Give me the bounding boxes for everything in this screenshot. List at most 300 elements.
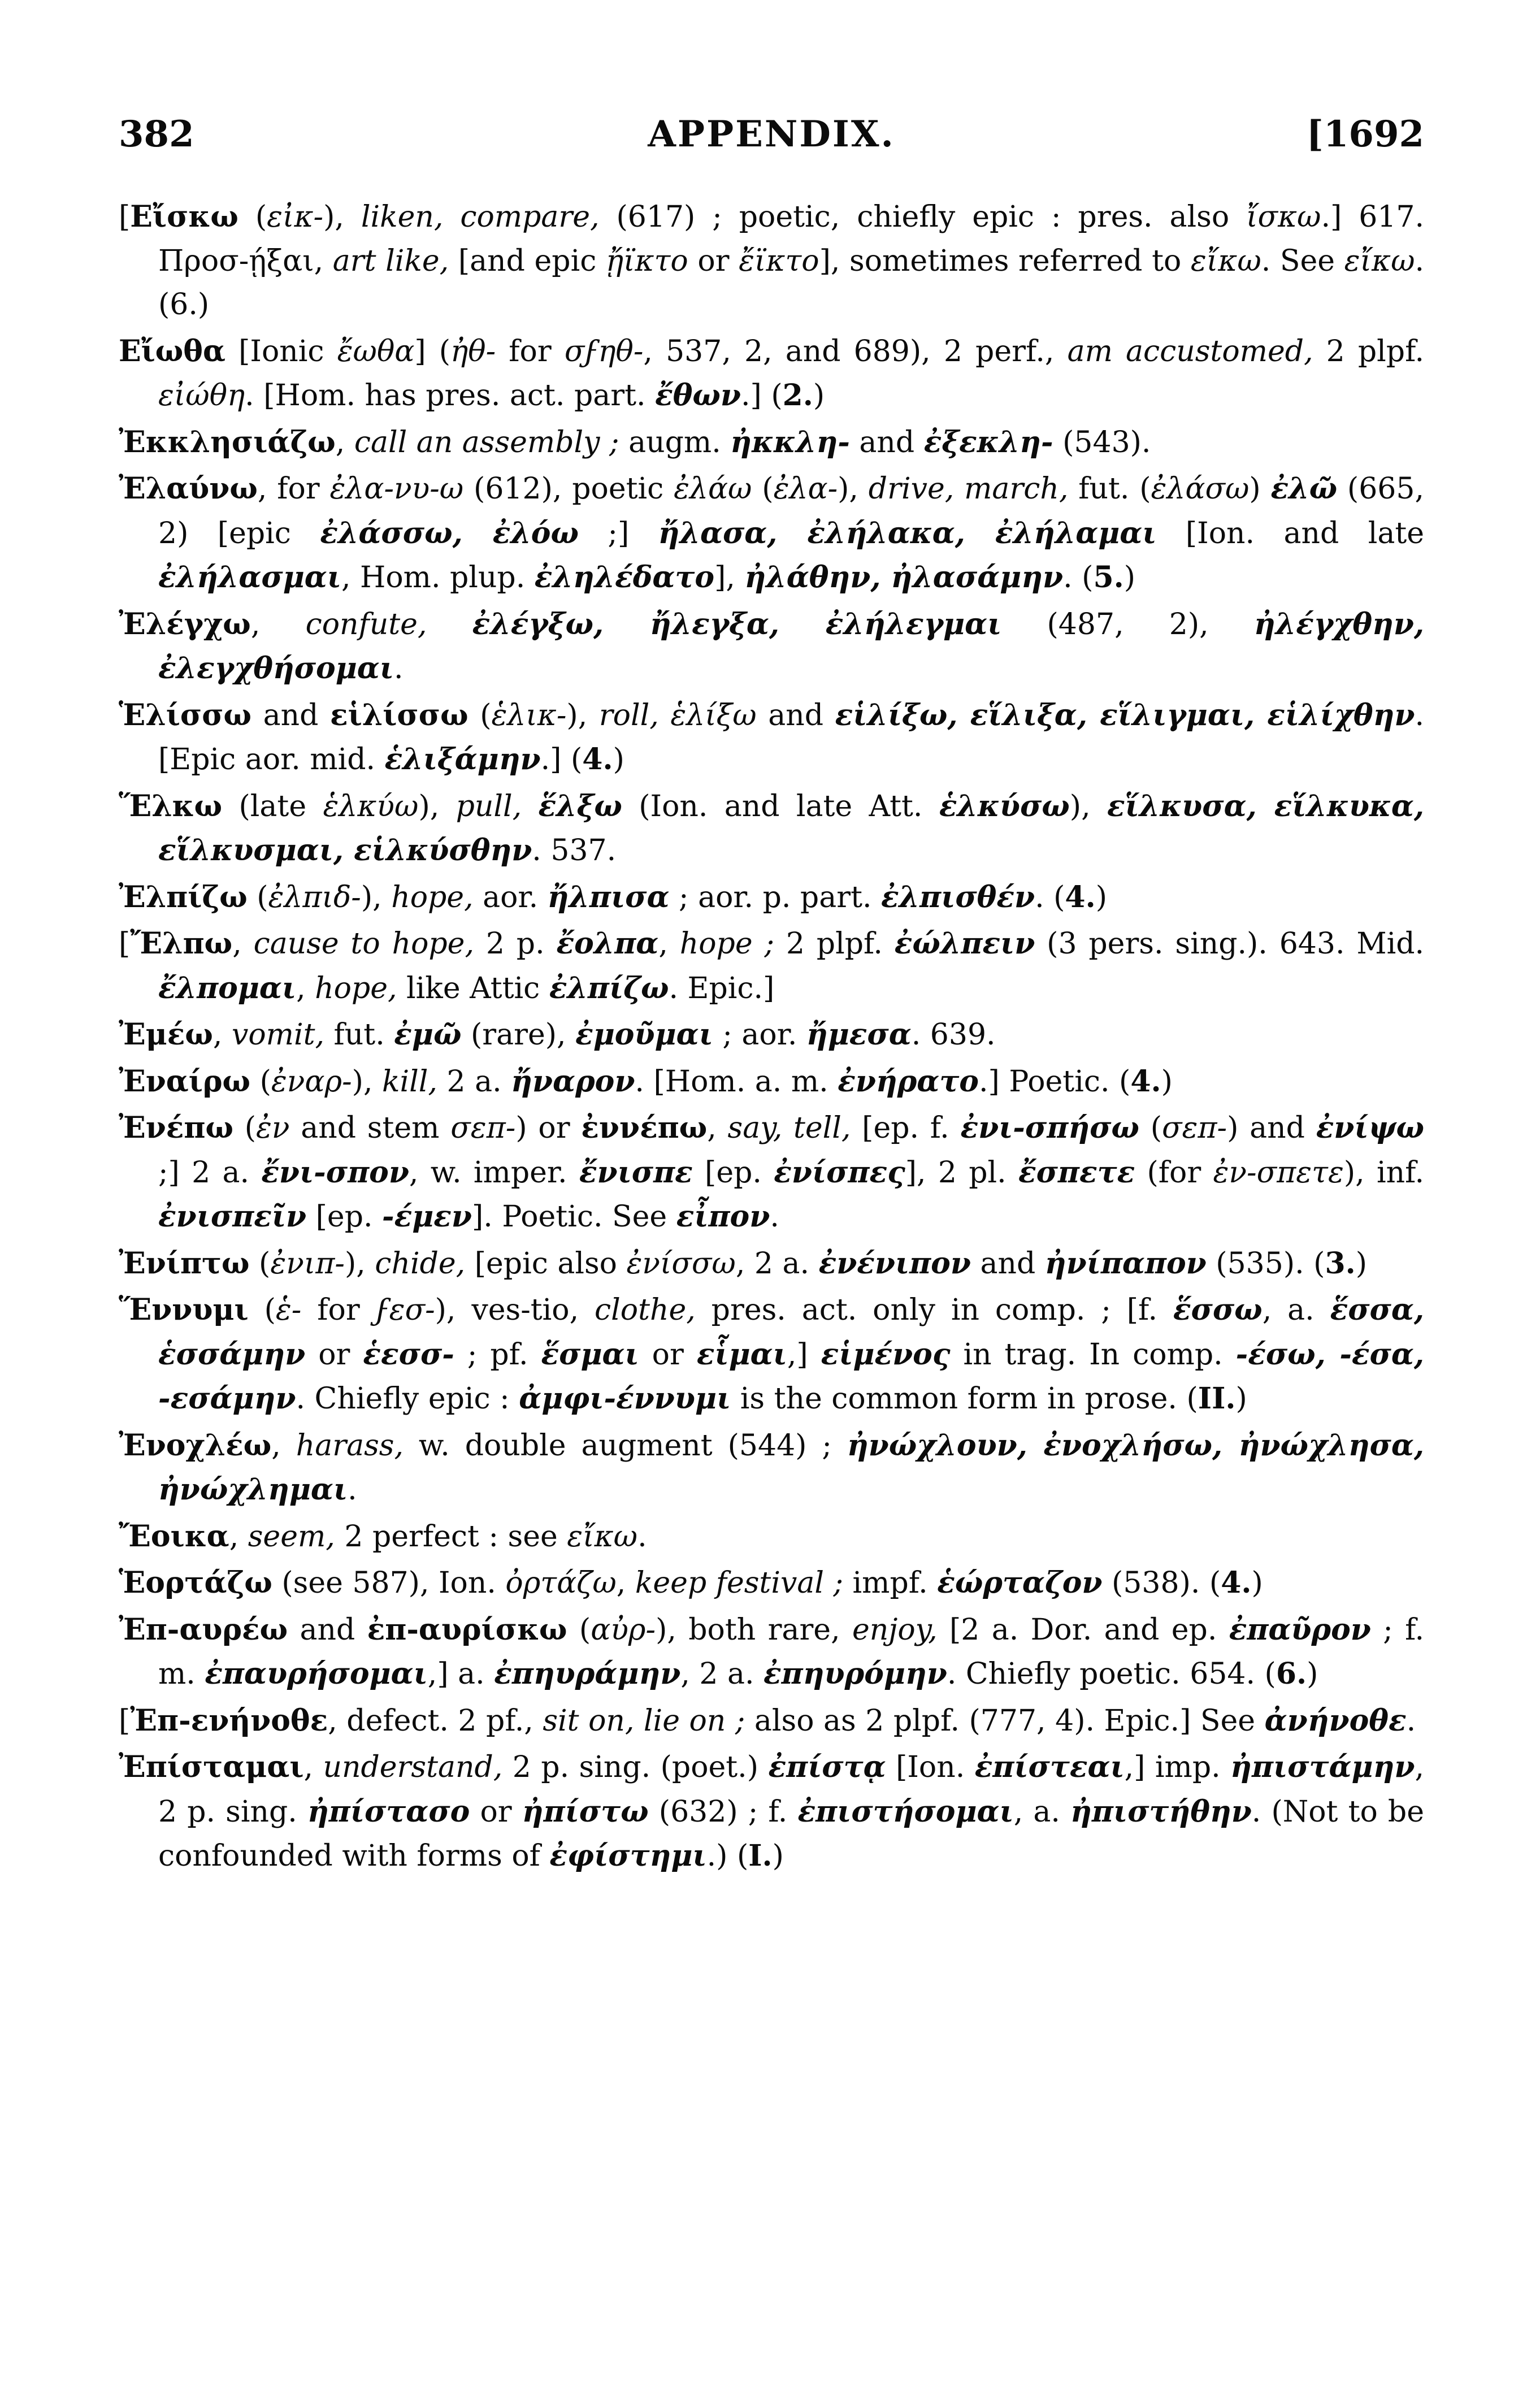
english-gloss: sit on, lie on ;: [543, 1703, 745, 1738]
text-run: and: [756, 698, 835, 732]
text-run: is the common form in prose. (: [731, 1382, 1198, 1416]
english-gloss: drive, march,: [868, 472, 1069, 506]
headword: Ἐπίσταμαι: [119, 1750, 304, 1784]
greek-form: ἔϊκτο: [739, 244, 819, 278]
text-run: .: [1406, 1703, 1416, 1738]
greek-form: ἔνι-σπον: [261, 1155, 409, 1190]
headword: Ἑλίσσω: [119, 697, 252, 732]
text-run: , a.: [1013, 1794, 1071, 1829]
text-run: (632) ; f.: [648, 1794, 798, 1829]
headword: Ἐνίπτω: [119, 1246, 250, 1281]
text-run: (: [752, 472, 774, 506]
english-gloss: understand,: [323, 1750, 503, 1784]
text-run: (rare),: [461, 1018, 576, 1052]
page-header: [119, 113, 1424, 167]
greek-form: ἐφίστημι: [549, 1839, 707, 1873]
greek-form: ἐλα-: [773, 472, 838, 506]
greek-form: εἰκ-: [267, 200, 324, 234]
text-run: ), inf.: [1343, 1155, 1425, 1190]
dictionary-entry: [119, 1288, 1424, 1421]
text-run: . 639.: [911, 1018, 996, 1052]
text-run: or: [639, 1337, 697, 1372]
headword: Εἴσκω: [130, 200, 238, 234]
text-run: ): [1123, 561, 1136, 595]
reference-number: II.: [1198, 1381, 1236, 1416]
text-run: [ep.: [692, 1155, 774, 1190]
reference-number: 5.: [1093, 560, 1124, 595]
reference-number: 4.: [1221, 1566, 1252, 1600]
text-run: .] Poetic. (: [979, 1064, 1131, 1099]
dictionary-entries: [119, 195, 1424, 1881]
greek-form: ἐνιπ-: [270, 1246, 345, 1281]
greek-form: ἐλάσω: [1151, 472, 1250, 506]
headword: Ἕλκω: [119, 788, 223, 823]
text-run: (612), poetic: [463, 472, 674, 506]
greek-form: ἑ-: [275, 1293, 302, 1327]
text-run: ; aor.: [713, 1018, 806, 1052]
greek-form: εἴκω: [567, 1519, 638, 1554]
greek-form: ἐνένιπον: [818, 1246, 971, 1281]
greek-form: ἐληλέδατο: [534, 560, 715, 595]
text-run: or: [305, 1337, 363, 1372]
dictionary-entry: [119, 1013, 1424, 1057]
text-run: (: [567, 1612, 591, 1647]
text-run: ,: [658, 927, 680, 961]
greek-form: ἕσμαι: [541, 1337, 639, 1372]
reference-number: 2.: [782, 378, 813, 413]
greek-form: ἐλήλασμαι: [158, 560, 341, 595]
english-gloss: say, tell,: [727, 1111, 851, 1145]
text-run: .: [348, 1473, 357, 1507]
greek-form: ἠλάθην, ἠλασάμην: [744, 560, 1064, 595]
text-run: ): [1235, 1382, 1247, 1416]
text-run: (: [249, 1246, 271, 1281]
text-run: ;]: [579, 516, 658, 550]
text-run: ,: [296, 971, 315, 1005]
english-gloss: chide,: [375, 1246, 466, 1281]
dictionary-entry: [119, 1608, 1424, 1697]
text-run: 2 plpf.: [774, 927, 895, 961]
text-run: ): [1095, 880, 1108, 914]
greek-form: ἐλα-νυ-ω: [329, 472, 464, 506]
text-run: 2 plpf.: [1313, 334, 1425, 368]
text-run: ),: [838, 472, 869, 506]
dictionary-entry: [119, 693, 1424, 782]
english-gloss: call an assembly ;: [354, 425, 619, 459]
english-gloss: pull,: [456, 789, 522, 823]
headword: Ἑορτάζω: [119, 1566, 272, 1600]
greek-form: ἠπιστήθην: [1070, 1794, 1252, 1829]
dictionary-entry: [119, 1424, 1424, 1512]
text-run: ): [1307, 1657, 1318, 1691]
greek-form: ἑλκύω: [323, 789, 419, 823]
english-gloss: art like,: [332, 244, 449, 278]
dictionary-entry: [119, 922, 1424, 1011]
greek-form: ἐπίστᾳ: [768, 1750, 886, 1784]
text-run: ): [1249, 472, 1271, 506]
text-run: .] (: [740, 379, 783, 413]
dictionary-entry: [119, 1745, 1424, 1879]
text-run: (for: [1135, 1155, 1213, 1190]
text-run: (: [238, 200, 267, 234]
text-run: (: [1139, 1111, 1162, 1145]
greek-form: ἐν: [256, 1111, 290, 1145]
text-run: [Ion. and late: [1156, 516, 1424, 550]
text-run: augm.: [619, 425, 731, 459]
headword: Ἐπ-ενήνοθε: [130, 1703, 328, 1738]
english-gloss: am accustomed,: [1067, 334, 1313, 368]
greek-form: ἑλκύσω: [939, 788, 1070, 823]
greek-form: ἕλξω: [538, 788, 622, 823]
dictionary-entry: [119, 1699, 1424, 1744]
text-run: [: [119, 1703, 131, 1738]
english-gloss: hope,: [391, 880, 474, 914]
text-run: ,]: [787, 1337, 821, 1372]
text-run: ; f. m.: [158, 1612, 1424, 1691]
text-run: 2 p. sing. (poet.): [502, 1750, 769, 1784]
greek-form: ἠπίστασο: [307, 1794, 470, 1829]
greek-form: ἀνήνοθε: [1264, 1703, 1407, 1738]
english-gloss: hope ;: [679, 927, 774, 961]
dictionary-entry: [119, 875, 1424, 920]
text-run: or: [470, 1794, 522, 1829]
text-run: also as 2 plpf. (777, 4). Epic.] See: [745, 1703, 1265, 1738]
greek-form: εἱλίξω, εἵλιξα, εἵλιγμαι, εἱλίχθην: [835, 697, 1415, 732]
page-title: APPENDIX.: [648, 113, 895, 155]
text-run: ): [1161, 1064, 1173, 1099]
english-gloss: cause to hope,: [253, 927, 474, 961]
reference-number: 4.: [1065, 879, 1096, 914]
text-run: 2 a.: [437, 1064, 511, 1099]
greek-form: ἠνίπαπον: [1044, 1246, 1207, 1281]
headword: Ἔοικα: [119, 1519, 229, 1554]
text-run: . (: [1035, 880, 1065, 914]
greek-form: ἑλικ-: [491, 698, 567, 732]
greek-form: εἱμένος: [821, 1337, 951, 1372]
text-run: (: [248, 1293, 276, 1327]
greek-form: ἠνώχλουν, ἐνοχλήσω, ἠνώχλησα, ἠνώχλημαι: [158, 1428, 1424, 1507]
text-run: Προσ-ῄξαι: [158, 244, 314, 278]
greek-form: ἐμοῦμαι: [575, 1017, 713, 1052]
text-run: [659, 699, 671, 732]
dictionary-entry: [119, 329, 1424, 418]
greek-form: ἑώρταζον: [937, 1566, 1103, 1600]
greek-form: ἐπαῦρον: [1229, 1612, 1371, 1647]
text-run: , w. imper.: [409, 1155, 579, 1190]
text-run: ]. Poetic. See: [472, 1200, 676, 1234]
greek-form: σεπ-: [1161, 1111, 1227, 1145]
greek-form: ἐλέγξω, ἤλεγξα, ἐλήλεγμαι: [472, 606, 1002, 641]
greek-form: εἶπον: [676, 1199, 770, 1234]
reference-number: I.: [748, 1839, 773, 1873]
text-run: and: [251, 698, 331, 732]
text-run: (: [247, 880, 268, 914]
text-run: (: [250, 1064, 271, 1099]
greek-form: ἑεσσ-: [363, 1337, 454, 1372]
text-run: [: [119, 200, 131, 234]
dictionary-entry: [119, 467, 1424, 600]
greek-form: ἐνι-σπήσω: [960, 1111, 1139, 1145]
text-run: (487, 2),: [1001, 607, 1254, 641]
text-run: [and epic: [449, 244, 606, 278]
text-run: .] 617.: [1321, 200, 1424, 234]
dictionary-entry: [119, 1106, 1424, 1239]
text-run: ): [813, 379, 825, 413]
greek-form: ἔθων: [655, 378, 741, 413]
text-run: (: [233, 1111, 257, 1145]
dictionary-entry: [119, 1561, 1424, 1606]
greek-form: ἠκκλη-: [730, 424, 850, 459]
text-run: [522, 790, 538, 823]
greek-form: ἤλασα, ἐλήλακα, ἐλήλαμαι: [658, 515, 1157, 550]
greek-form: ἐμῶ: [394, 1017, 462, 1052]
text-run: ,: [314, 244, 333, 278]
greek-form: ἕσσω: [1173, 1293, 1263, 1327]
dictionary-entry: [119, 195, 1424, 327]
headword: Ἕννυμι: [119, 1293, 249, 1327]
text-run: ,: [616, 1566, 635, 1600]
greek-form: ἐξεκλη-: [923, 424, 1053, 459]
greek-form: ἐνίσσω: [626, 1246, 736, 1281]
greek-form: ᾔϊκτο: [605, 244, 688, 278]
headword: Ἔλπω: [130, 926, 233, 961]
text-run: ),: [418, 789, 456, 823]
text-run: ), both rare,: [656, 1612, 852, 1647]
greek-form: ἐνίψω: [1316, 1111, 1425, 1145]
dictionary-entry: [119, 1242, 1424, 1286]
text-run: [ep.: [306, 1200, 383, 1234]
greek-form: ἐλπίζω: [549, 970, 669, 1005]
text-run: . Chiefly poetic. 654. (: [947, 1657, 1276, 1691]
headword: Ἐνοχλέω: [119, 1428, 272, 1463]
greek-form: ἐλῶ: [1270, 471, 1338, 506]
text-run: ,: [250, 607, 306, 641]
text-run: [epic also: [465, 1246, 627, 1281]
text-run: ): [613, 743, 624, 777]
text-run: (543).: [1053, 425, 1151, 459]
dictionary-entry: [119, 1515, 1424, 1559]
english-gloss: roll,: [598, 698, 659, 732]
greek-form: ἀμφι-έννυμι: [519, 1381, 731, 1416]
text-run: ): [1251, 1566, 1263, 1600]
text-run: ),: [352, 1064, 383, 1099]
text-run: ) and: [1227, 1111, 1316, 1145]
text-run: ) or: [515, 1111, 582, 1145]
greek-form: εἷμαι: [696, 1337, 787, 1372]
text-run: [427, 608, 472, 641]
text-run: ,] a.: [427, 1657, 494, 1691]
dictionary-entry: [119, 1060, 1424, 1104]
text-run: ;] 2 a.: [158, 1155, 262, 1190]
text-run: ,: [271, 1428, 296, 1463]
text-run: [ep. f.: [851, 1111, 961, 1145]
greek-form: ϝεσ-: [375, 1293, 435, 1327]
greek-form: ἐλάω: [674, 472, 752, 506]
greek-form: ἐναρ-: [271, 1064, 352, 1099]
text-run: ),: [345, 1246, 375, 1281]
text-run: (535). (: [1206, 1246, 1325, 1281]
text-run: for: [496, 334, 565, 368]
greek-form: ἐπαυρήσομαι: [205, 1657, 428, 1691]
text-run: . (Not to be confounded with forms of: [158, 1794, 1424, 1873]
greek-form: ἔσπετε: [1018, 1155, 1135, 1190]
english-gloss: hope,: [315, 971, 397, 1005]
text-run: . (6.): [158, 244, 1424, 322]
headword: Ἐκκλησιάζω: [119, 424, 336, 459]
text-run: ,] imp.: [1124, 1750, 1231, 1784]
english-gloss: vomit,: [231, 1018, 325, 1052]
english-gloss: enjoy,: [852, 1612, 938, 1647]
greek-form: ἴσκω: [1246, 200, 1321, 234]
greek-form: ἐώλπειν: [894, 926, 1035, 961]
greek-form: ἐπηυράμην: [494, 1657, 681, 1691]
greek-form: ἠλέγχθην, ἐλεγχθήσομαι: [158, 606, 1425, 686]
english-gloss: harass,: [296, 1428, 404, 1463]
greek-form: σϝηθ-: [564, 334, 644, 368]
dictionary-entry: [119, 420, 1424, 465]
greek-form: ἐν-σπετε: [1213, 1155, 1344, 1190]
text-run: [Ion.: [886, 1750, 975, 1784]
greek-form: ἐνίσπες: [774, 1155, 905, 1190]
text-run: ,: [303, 1750, 323, 1784]
dictionary-entry: [119, 602, 1424, 691]
greek-form: αὐρ-: [591, 1612, 656, 1647]
text-run: , a.: [1262, 1293, 1330, 1327]
text-run: . See: [1261, 244, 1344, 278]
text-run: ,: [335, 425, 354, 459]
text-run: w. double augment (544) ;: [404, 1428, 847, 1463]
text-run: . [Hom. has pres. act. part.: [245, 379, 656, 413]
greek-form: ἕσσα, ἑσσάμην: [158, 1293, 1424, 1372]
reference-number: 6.: [1276, 1657, 1307, 1691]
text-run: ): [1355, 1246, 1368, 1281]
greek-form: σεπ-: [450, 1111, 516, 1145]
reference-number: 4.: [582, 742, 613, 777]
greek-form: ἤμεσα: [806, 1017, 912, 1052]
text-run: , Hom. plup.: [341, 561, 535, 595]
text-run: in trag. In comp.: [950, 1337, 1236, 1372]
greek-form: -έσω, -έσα, -εσάμην: [158, 1337, 1424, 1416]
text-run: fut. (: [1068, 472, 1151, 506]
headword: Εἴωθα: [119, 333, 226, 368]
greek-form: ἤναρον: [511, 1064, 635, 1099]
greek-form: ὀρτάζω: [505, 1566, 617, 1600]
english-gloss: seem,: [248, 1519, 335, 1554]
text-run: . 537.: [532, 834, 617, 868]
text-run: pres. act. only in comp. ; [f.: [695, 1293, 1173, 1327]
text-run: ], sometimes referred to: [819, 244, 1191, 278]
text-run: .: [637, 1519, 647, 1554]
text-run: (: [468, 698, 492, 732]
text-run: , 2 a.: [735, 1246, 819, 1281]
text-run: (538). (: [1102, 1566, 1221, 1600]
text-run: . (: [1063, 561, 1094, 595]
text-run: ),: [566, 698, 599, 732]
greek-form: ἠπίστω: [522, 1794, 649, 1829]
greek-form: ἤλπισα: [547, 879, 670, 914]
headword: Ἐμέω: [119, 1017, 213, 1052]
greek-form: ἑλίξω: [670, 698, 757, 732]
greek-form: ἔολπα: [556, 926, 659, 961]
text-run: . Epic.]: [669, 971, 775, 1005]
text-run: and stem: [289, 1111, 451, 1145]
headword: Ἐλαύνω: [119, 471, 258, 506]
headword: Ἐνέπω: [119, 1111, 233, 1145]
greek-form: ἐπιστήσομαι: [797, 1794, 1014, 1829]
headword: ἐπ-αυρίσκω: [367, 1612, 567, 1647]
greek-form: εἰώθη: [158, 379, 245, 413]
greek-form: ἐλάσσω, ἐλόω: [320, 515, 579, 550]
text-run: ),: [1069, 789, 1107, 823]
english-gloss: keep festival ;: [635, 1566, 844, 1600]
section-number: [1692: [1306, 113, 1424, 155]
english-gloss: confute,: [305, 607, 427, 641]
text-run: fut.: [324, 1018, 394, 1052]
greek-form: ἔνισπε: [579, 1155, 693, 1190]
text-run: , 2 p. sing.: [158, 1750, 1424, 1829]
headword: Ἐναίρω: [119, 1064, 251, 1099]
text-run: , 2 a.: [680, 1657, 764, 1691]
text-run: .) (: [706, 1839, 749, 1873]
text-run: , for: [257, 472, 330, 506]
text-run: ),: [361, 880, 392, 914]
headword: Ἐλπίζω: [119, 879, 248, 914]
text-run: and: [288, 1612, 367, 1647]
text-run: (late: [222, 789, 323, 823]
text-run: (3 pers. sing.). 643. Mid.: [1035, 927, 1425, 961]
text-run: impf.: [843, 1566, 938, 1600]
english-gloss: kill,: [382, 1064, 437, 1099]
text-run: ,: [212, 1018, 232, 1052]
greek-form: ἑλιξάμην: [384, 742, 541, 777]
greek-form: ἐπηυρόμην: [764, 1657, 947, 1691]
text-run: ] (: [414, 334, 451, 368]
text-run: ], 2 pl.: [905, 1155, 1018, 1190]
text-run: . [Epic aor. mid.: [158, 698, 1425, 777]
greek-form: εἵλκυσα, εἵλκυκα, εἵλκυσμαι, εἱλκύσθην: [158, 788, 1424, 868]
page-number: 382: [119, 113, 194, 155]
text-run: ),: [323, 200, 361, 234]
headword: ἐννέπω: [581, 1111, 708, 1145]
text-run: . [Hom. a. m.: [635, 1064, 838, 1099]
text-run: .] (: [540, 743, 583, 777]
text-run: for: [301, 1293, 376, 1327]
text-run: (see 587), Ion.: [272, 1566, 506, 1600]
headword: εἱλίσσω: [330, 697, 468, 732]
headword: Ἐπ-αυρέω: [119, 1612, 288, 1647]
greek-form: ἐλπισθέν: [881, 879, 1035, 914]
text-run: , defect. 2 pf.,: [328, 1703, 543, 1738]
text-run: ,: [707, 1111, 728, 1145]
headword: Ἐλέγχω: [119, 606, 251, 641]
text-run: [: [119, 927, 131, 961]
text-run: ), ves-tio,: [435, 1293, 595, 1327]
reference-number: 3.: [1325, 1246, 1356, 1281]
greek-form: ἔωθα: [337, 334, 415, 368]
text-run: ,: [229, 1519, 248, 1554]
text-run: .: [770, 1200, 779, 1234]
text-run: ],: [714, 561, 745, 595]
text-run: ): [772, 1839, 784, 1873]
reference-number: 4.: [1130, 1064, 1161, 1099]
text-run: ,: [232, 927, 254, 961]
text-run: or: [688, 244, 739, 278]
greek-form: ἠπιστάμην: [1230, 1750, 1415, 1784]
text-run: , 537, 2, and 689), 2 perf.,: [643, 334, 1068, 368]
greek-form: ἐνισπεῖν: [158, 1199, 307, 1234]
greek-form: ἠθ-: [450, 334, 496, 368]
text-run: [Ionic: [225, 334, 337, 368]
